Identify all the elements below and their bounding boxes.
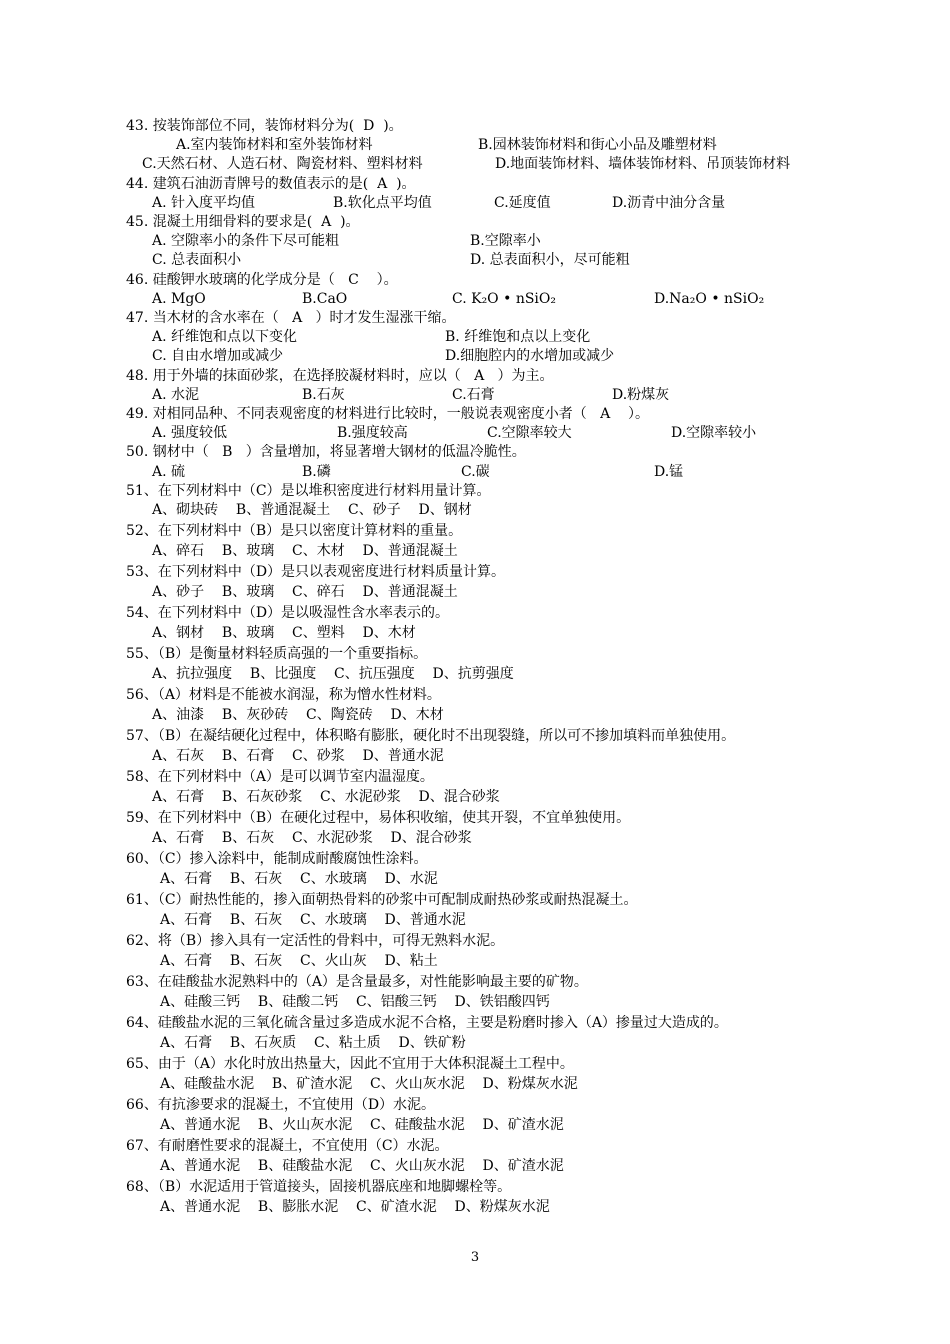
option-text: D.细胞腔内的水增加或减少 — [445, 348, 615, 364]
line-text: A、普通水泥 B、膨胀水泥 C、矿渣水泥 D、粉煤灰水泥 — [160, 1199, 550, 1215]
line-text: A、石膏 B、石灰 C、水泥砂浆 D、混合砂浆 — [152, 830, 472, 846]
line-text: A、石膏 B、石灰 C、火山灰 D、粘土 — [160, 953, 438, 969]
line-text: A、砌块砖 B、普通混凝土 C、砂子 D、钢材 — [152, 502, 472, 518]
option-text: D.空隙率较小 — [671, 425, 757, 441]
line-text: 54、在下列材料中（D）是以吸湿性含水率表示的。 — [126, 605, 450, 621]
option-text: B.强度较高 — [337, 425, 408, 441]
line-text: 46. 硅酸钾水玻璃的化学成分是（ C ）。 — [126, 272, 398, 288]
line-text: A、石灰 B、石膏 C、砂浆 D、普通水泥 — [152, 748, 444, 764]
line-text: A、硅酸盐水泥 B、矿渣水泥 C、火山灰水泥 D、粉煤灰水泥 — [160, 1076, 578, 1092]
line-text: 56、（A）材料是不能被水润湿，称为憎水性材料。 — [126, 687, 441, 703]
option-text: C.延度值 — [494, 195, 551, 211]
line-text: 58、在下列材料中（A）是可以调节室内温湿度。 — [126, 769, 434, 785]
line-text: A、石膏 B、石灰 C、水玻璃 D、普通水泥 — [160, 912, 466, 928]
line-text: 61、（C）耐热性能的，掺入面朝热骨料的砂浆中可配制成耐热砂浆或耐热混凝土。 — [126, 892, 638, 908]
option-text: D.锰 — [654, 464, 684, 480]
option-text: B.CaO — [302, 291, 348, 307]
line-text: A. 水泥 — [152, 387, 200, 403]
line-text: 63、在硅酸盐水泥熟料中的（A）是含量最多，对性能影响最主要的矿物。 — [126, 974, 588, 990]
line-text: C.天然石材、人造石材、陶瓷材料、塑料材料 — [142, 156, 423, 172]
option-text: D.地面装饰材料、墙体装饰材料、吊顶装饰材料 — [495, 156, 791, 172]
option-text: B.空隙率小 — [470, 233, 541, 249]
line-text: A、砂子 B、玻璃 C、碎石 D、普通混凝土 — [152, 584, 458, 600]
option-text: B.磷 — [302, 464, 331, 480]
line-text: 44. 建筑石油沥青牌号的数值表示的是( A )。 — [126, 176, 416, 192]
line-text: 59、在下列材料中（B）在硬化过程中，易体积收缩，使其开裂，不宜单独使用。 — [126, 810, 631, 826]
line-text: 49. 对相同品种、不同表观密度的材料进行比较时，一般说表观密度小者（ A ）。 — [126, 406, 649, 422]
line-text: A、钢材 B、玻璃 C、塑料 D、木材 — [152, 625, 416, 641]
option-text: B. 纤维饱和点以上变化 — [445, 329, 591, 345]
option-text: C.碳 — [461, 464, 490, 480]
line-text: A. 纤维饱和点以下变化 — [152, 329, 298, 345]
line-text: A、石膏 B、石灰 C、水玻璃 D、水泥 — [160, 871, 438, 887]
line-text: 62、将（B）掺入具有一定活性的骨料中，可得无熟料水泥。 — [126, 933, 505, 949]
option-text: D.粉煤灰 — [612, 387, 670, 403]
line-text: A、石膏 B、石灰质 C、粘土质 D、铁矿粉 — [160, 1035, 466, 1051]
line-text: A、普通水泥 B、火山灰水泥 C、硅酸盐水泥 D、矿渣水泥 — [160, 1117, 564, 1133]
line-text: C. 总表面积小 — [152, 252, 242, 268]
option-text: C.石膏 — [452, 387, 495, 403]
line-text: A、普通水泥 B、硅酸盐水泥 C、火山灰水泥 D、矿渣水泥 — [160, 1158, 564, 1174]
line-text: 57、（B）在凝结硬化过程中，体积略有膨胀，硬化时不出现裂缝，所以可不掺加填料而单独使用。 — [126, 728, 736, 744]
line-text: C. 自由水增加或减少 — [152, 348, 284, 364]
line-text: 53、在下列材料中（D）是只以表观密度进行材料质量计算。 — [126, 564, 506, 580]
line-text: 65、由于（A）水化时放出热量大，因此不宜用于大体积混凝土工程中。 — [126, 1056, 574, 1072]
line-text: A、石膏 B、石灰砂浆 C、水泥砂浆 D、混合砂浆 — [152, 789, 500, 805]
option-text: B.石灰 — [302, 387, 345, 403]
line-text: A、抗拉强度 B、比强度 C、抗压强度 D、抗剪强度 — [152, 666, 514, 682]
line-text: 51、在下列材料中（C）是以堆积密度进行材料用量计算。 — [126, 483, 491, 499]
line-text: 60、（C）掺入涂料中，能制成耐酸腐蚀性涂料。 — [126, 851, 428, 867]
line-text: 55、（B）是衡量材料轻质高强的一个重要指标。 — [126, 646, 428, 662]
line-text: A.室内装饰材料和室外装饰材料 — [176, 137, 373, 153]
option-text: B.软化点平均值 — [333, 195, 432, 211]
line-text: 50. 钢材中（ B ）含量增加，将显著增大钢材的低温冷脆性。 — [126, 444, 526, 460]
line-text: A、油漆 B、灰砂砖 C、陶瓷砖 D、木材 — [152, 707, 444, 723]
option-text: C. K₂O • nSiO₂ — [452, 291, 556, 307]
line-text: 64、硅酸盐水泥的三氧化硫含量过多造成水泥不合格，主要是粉磨时掺入（A）掺量过大造成的。 — [126, 1015, 728, 1031]
line-text: 48. 用于外墙的抹面砂浆，在选择胶凝材料时，应以（ A ）为主。 — [126, 368, 554, 384]
option-text: D. 总表面积小，尽可能粗 — [470, 252, 630, 268]
line-text: A. 空隙率小的条件下尽可能粗 — [152, 233, 340, 249]
line-text: 68、（B）水泥适用于管道接头，固接机器底座和地脚螺栓等。 — [126, 1179, 512, 1195]
line-text: A. MgO — [152, 291, 206, 307]
page-number: 3 — [470, 1250, 480, 1265]
line-text: A、硅酸三钙 B、硅酸二钙 C、铝酸三钙 D、铁铝酸四钙 — [160, 994, 550, 1010]
line-text: 43. 按装饰部位不同，装饰材料分为( D )。 — [126, 118, 403, 134]
line-text: A. 针入度平均值 — [152, 195, 256, 211]
option-text: D.Na₂O • nSiO₂ — [654, 291, 765, 307]
option-text: B.园林装饰材料和街心小品及雕塑材料 — [478, 137, 717, 153]
option-text: D.沥青中油分含量 — [612, 195, 726, 211]
line-text: A、碎石 B、玻璃 C、木材 D、普通混凝土 — [152, 543, 458, 559]
line-text: A. 强度较低 — [152, 425, 228, 441]
line-text: 45. 混凝土用细骨料的要求是( A )。 — [126, 214, 360, 230]
line-text: 66、有抗渗要求的混凝土，不宜使用（D）水泥。 — [126, 1097, 436, 1113]
line-text: 67、有耐磨性要求的混凝土，不宜使用（C）水泥。 — [126, 1138, 449, 1154]
line-text: A. 硫 — [152, 464, 186, 480]
line-text: 47. 当木材的含水率在（ A ）时才发生湿涨干缩。 — [126, 310, 456, 326]
line-text: 52、在下列材料中（B）是只以密度计算材料的重量。 — [126, 523, 463, 539]
option-text: C.空隙率较大 — [487, 425, 572, 441]
